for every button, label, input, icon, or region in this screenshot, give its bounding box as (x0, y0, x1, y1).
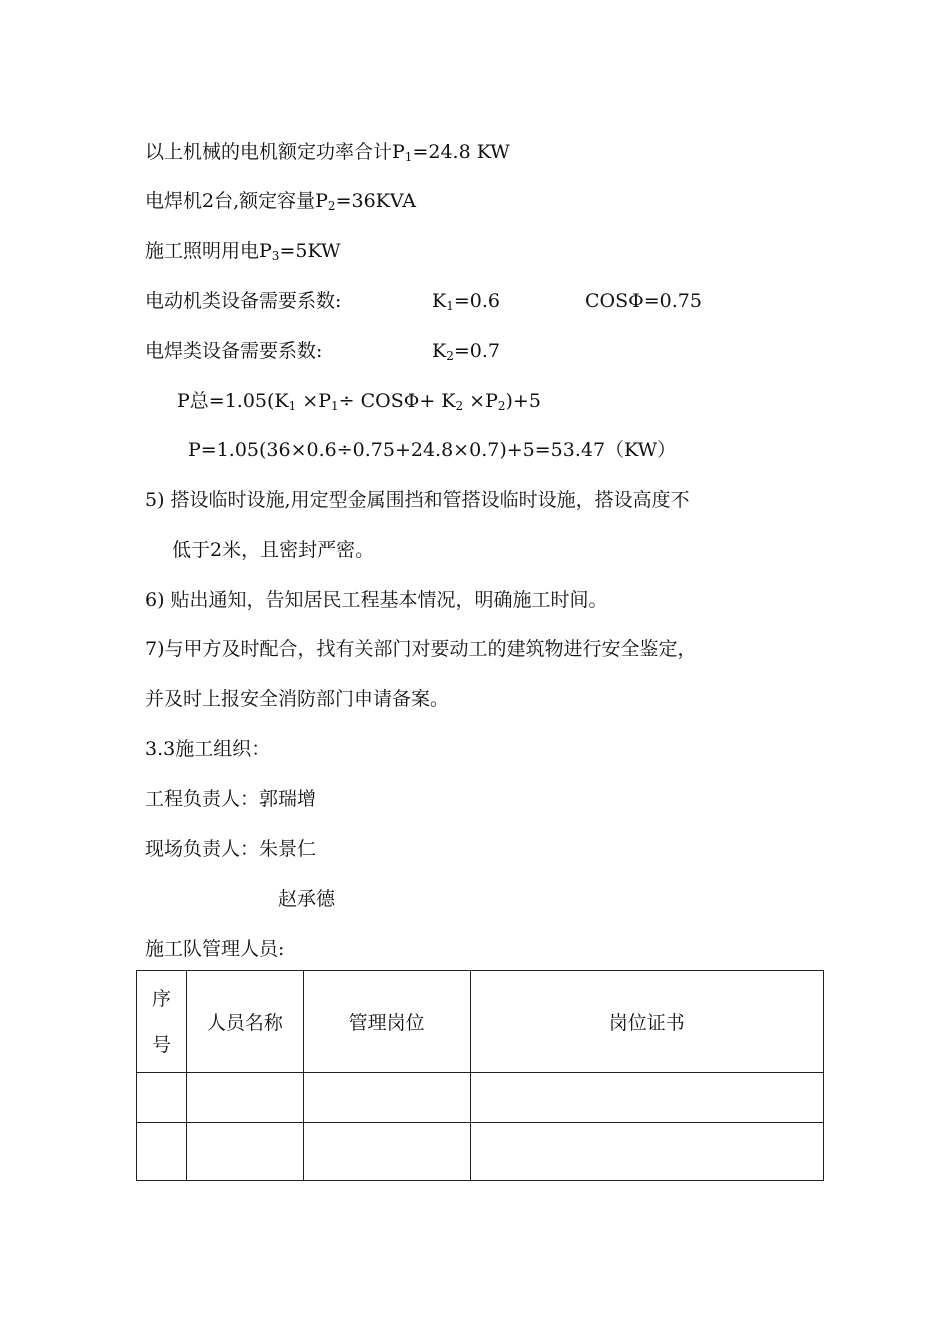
engineering-lead: 工程负责人：郭瑞增 (145, 788, 317, 810)
site-lead: 现场负责人：朱景仁 (145, 838, 317, 860)
paragraph-6: 6) 贴出通知，告知居民工程基本情况，明确施工时间。 (145, 589, 608, 611)
header-management-post: 管理岗位 (303, 971, 470, 1073)
text-line-motor-coefficient: 电动机类设备需要系数: $K_1=0.6$ COSΦ=0.75 (145, 290, 702, 313)
table-cell (303, 1123, 470, 1181)
table-header-row (137, 971, 824, 1073)
paragraph-5-line-2: 低于2米，且密封严密。 (172, 539, 375, 561)
table-cell (137, 1073, 187, 1123)
text-line-motor-power: 以上机械的电机额定功率合计$P_1=24.8$ KW (145, 141, 510, 164)
formula-power-result: P=1.05(36×0.6÷0.75+24.8×0.7)+5=53.47（KW） (188, 439, 677, 461)
table-row (137, 1123, 824, 1181)
management-staff-table (136, 970, 824, 1181)
header-serial-number: 序 号 (137, 971, 187, 1073)
table-cell (470, 1123, 823, 1181)
table-cell (186, 1123, 303, 1181)
paragraph-7-line-2: 并及时上报安全消防部门申请备案。 (145, 688, 450, 710)
team-managers-label: 施工队管理人员: (145, 938, 285, 960)
header-post-certificate: 岗位证书 (470, 971, 823, 1073)
table-cell (137, 1123, 187, 1181)
formula-total-power: P总$=1.05(K_1 \times P_1\div COS\Phi+ K_2 \times P_2)+5$ (177, 390, 541, 413)
section-heading-3-3: 3.3施工组织： (145, 738, 271, 760)
header-person-name: 人员名称 (186, 971, 303, 1073)
text-line-lighting-power: 施工照明用电$P_3=5KW$ (145, 240, 341, 263)
paragraph-5-line-1: 5) 搭设临时设施,用定型金属围挡和管搭设临时设施，搭设高度不 (145, 489, 690, 511)
table-cell (303, 1073, 470, 1123)
site-lead-second: 赵承德 (278, 888, 336, 910)
text-line-welder-capacity: 电焊机2台,额定容量$P_2=36KVA$ (145, 190, 417, 213)
paragraph-7-line-1: 7)与甲方及时配合，找有关部门对要动工的建筑物进行安全鉴定， (145, 638, 697, 660)
table-row (137, 1073, 824, 1123)
table-cell (186, 1073, 303, 1123)
table-cell (470, 1073, 823, 1123)
text-line-welder-coefficient: 电焊类设备需要系数: $K_2=0.7$ (145, 340, 500, 363)
